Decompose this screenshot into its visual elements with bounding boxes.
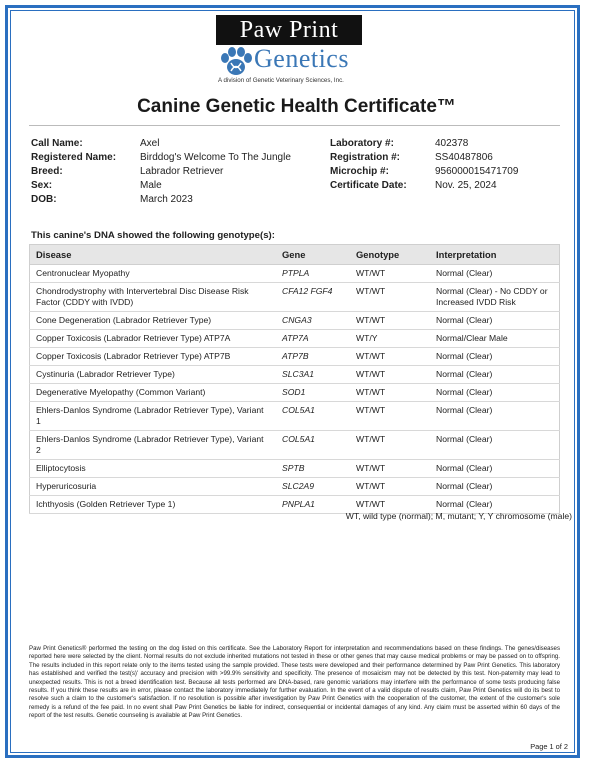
registered-name-value: Birddog's Welcome To The Jungle	[140, 152, 291, 163]
dob-value: March 2023	[140, 194, 193, 205]
interpretation-cell: Normal (Clear)	[430, 265, 560, 283]
registered-name-label: Registered Name:	[31, 152, 117, 163]
page-number: Page 1 of 2	[530, 742, 568, 751]
gene-cell: CNGA3	[276, 312, 350, 330]
table-row	[30, 402, 560, 431]
breed-label: Breed:	[31, 166, 63, 177]
table-row	[30, 384, 560, 402]
genotype-cell: WT/WT	[350, 431, 430, 460]
gene-cell: PNPLA1	[276, 496, 350, 514]
genotype-cell: WT/WT	[350, 366, 430, 384]
interpretation-cell: Normal (Clear)	[430, 478, 560, 496]
disease-cell: Ehlers-Danlos Syndrome (Labrador Retriever Type), Variant 1	[30, 402, 277, 431]
interpretation-cell: Normal (Clear)	[430, 402, 560, 431]
microchip-number-value: 956000015471709	[435, 166, 519, 177]
logo-tagline: A division of Genetic Veterinary Sciences, Inc.	[218, 77, 344, 84]
microchip-number-label: Microchip #:	[330, 166, 389, 177]
certificate-date-label: Certificate Date:	[330, 180, 407, 191]
disease-cell: Cone Degeneration (Labrador Retriever Type)	[30, 312, 277, 330]
genotype-cell: WT/WT	[350, 496, 430, 514]
gene-cell: SLC2A9	[276, 478, 350, 496]
interpretation-cell: Normal (Clear) - No CDDY or Increased IVDD Risk	[430, 283, 560, 312]
genotype-legend: WT, wild type (normal); M, mutant; Y, Y chromosome (male)	[345, 511, 572, 521]
call-name-value: Axel	[140, 138, 160, 149]
table-row	[30, 366, 560, 384]
gene-cell: COL5A1	[276, 402, 350, 431]
disease-cell: Chondrodystrophy with Intervertebral Disc Disease Risk Factor (CDDY with IVDD)	[30, 283, 277, 312]
gene-cell: COL5A1	[276, 431, 350, 460]
disease-cell: Cystinuria (Labrador Retriever Type)	[30, 366, 277, 384]
interpretation-cell: Normal (Clear)	[430, 384, 560, 402]
table-row	[30, 460, 560, 478]
gene-cell: ATP7A	[276, 330, 350, 348]
disease-cell: Degenerative Myelopathy (Common Variant)	[30, 384, 277, 402]
logo-wordmark-top: Paw Print	[216, 15, 362, 45]
table-row	[30, 312, 560, 330]
header-gene: Gene	[276, 245, 350, 265]
gene-cell: CFA12 FGF4	[276, 283, 350, 312]
call-name-label: Call Name:	[31, 138, 83, 149]
sex-label: Sex:	[31, 180, 53, 191]
registration-number-label: Registration #:	[330, 152, 401, 163]
disclaimer-text: Paw Print Genetics® performed the testing on the dog listed on this certificate. See the Laboratory Report for interpretation and recommendations based on these findings. The genes/diseases reported here were selected by the client. Normal results do not exclude inherited mutations not tested in these or other genes that may cause medical problems or may be passed on to offspring. The results included in this report relate only to the items tested using the sample provided. These tests were developed and their performance determined by Paw Print Genetics. This laboratory has established and verified the test(s)' accuracy and precision with >99.9% sensitivity and specificity. The presence of mosaicism may not be detected by this test. Non-paternity may lead to unexpected results. This is not a breed identification test. Because all tests performed are DNA-based, rare genomic variations may interfere with the performance of some tests producing false results. If you think these results are in error, please contact the laboratory immediately for further evaluation. In the event of a valid dispute of results claim, Paw Print Genetics will do its best to resolve such a claim to the customer's satisfaction. If no resolution is possible after investigation by Paw Print Genetics with the cooperation of the customer, the extent of the customer's sole remedy is a refund of the fee paid. In no event shall Paw Print Genetics be liable for indirect, consequential or incidental damages of any kind. Any claim must be asserted within 60 days of the report of the test results. Genetic counseling is available at Paw Print Genetics.	[29, 645, 560, 720]
gene-cell: SOD1	[276, 384, 350, 402]
registration-number-value: SS40487806	[435, 152, 493, 163]
title-divider	[29, 125, 560, 126]
disease-cell: Copper Toxicosis (Labrador Retriever Type) ATP7B	[30, 348, 277, 366]
interpretation-cell: Normal (Clear)	[430, 348, 560, 366]
disease-cell: Ehlers-Danlos Syndrome (Labrador Retriever Type), Variant 2	[30, 431, 277, 460]
gene-cell: ATP7B	[276, 348, 350, 366]
dob-label: DOB:	[31, 194, 57, 205]
breed-value: Labrador Retriever	[140, 166, 224, 177]
sex-value: Male	[140, 180, 162, 191]
interpretation-cell: Normal (Clear)	[430, 366, 560, 384]
logo-wordmark-genetics: Genetics	[254, 44, 349, 73]
genotype-cell: WT/WT	[350, 312, 430, 330]
paw-print-genetics-logo	[216, 15, 368, 87]
genotype-section-heading: This canine's DNA showed the following genotype(s):	[31, 230, 275, 241]
table-row	[30, 348, 560, 366]
header-disease: Disease	[30, 245, 277, 265]
laboratory-number-label: Laboratory #:	[330, 138, 394, 149]
disease-cell: Elliptocytosis	[30, 460, 277, 478]
gene-cell: SPTB	[276, 460, 350, 478]
table-row	[30, 330, 560, 348]
header-interpretation: Interpretation	[430, 245, 560, 265]
table-row	[30, 431, 560, 460]
table-header-row	[30, 245, 560, 265]
interpretation-cell: Normal/Clear Male	[430, 330, 560, 348]
genotype-cell: WT/WT	[350, 283, 430, 312]
disease-cell: Hyperuricosuria	[30, 478, 277, 496]
disease-cell: Copper Toxicosis (Labrador Retriever Type) ATP7A	[30, 330, 277, 348]
interpretation-cell: Normal (Clear)	[430, 312, 560, 330]
genotype-cell: WT/WT	[350, 478, 430, 496]
genotype-cell: WT/WT	[350, 460, 430, 478]
table-row	[30, 265, 560, 283]
disease-cell: Centronuclear Myopathy	[30, 265, 277, 283]
disease-cell: Ichthyosis (Golden Retriever Type 1)	[30, 496, 277, 514]
interpretation-cell: Normal (Clear)	[430, 496, 560, 514]
certificate-date-value: Nov. 25, 2024	[435, 180, 497, 191]
table-row	[30, 478, 560, 496]
genotype-table	[29, 244, 560, 514]
paw-icon	[218, 46, 254, 78]
interpretation-cell: Normal (Clear)	[430, 431, 560, 460]
header-genotype: Genotype	[350, 245, 430, 265]
table-row	[30, 283, 560, 312]
laboratory-number-value: 402378	[435, 138, 469, 149]
genotype-cell: WT/WT	[350, 402, 430, 431]
genotype-cell: WT/WT	[350, 384, 430, 402]
gene-cell: SLC3A1	[276, 366, 350, 384]
genotype-cell: WT/WT	[350, 348, 430, 366]
genotype-cell: WT/Y	[350, 330, 430, 348]
gene-cell: PTPLA	[276, 265, 350, 283]
interpretation-cell: Normal (Clear)	[430, 460, 560, 478]
genotype-cell: WT/WT	[350, 265, 430, 283]
page-title: Canine Genetic Health Certificate™	[137, 96, 456, 117]
